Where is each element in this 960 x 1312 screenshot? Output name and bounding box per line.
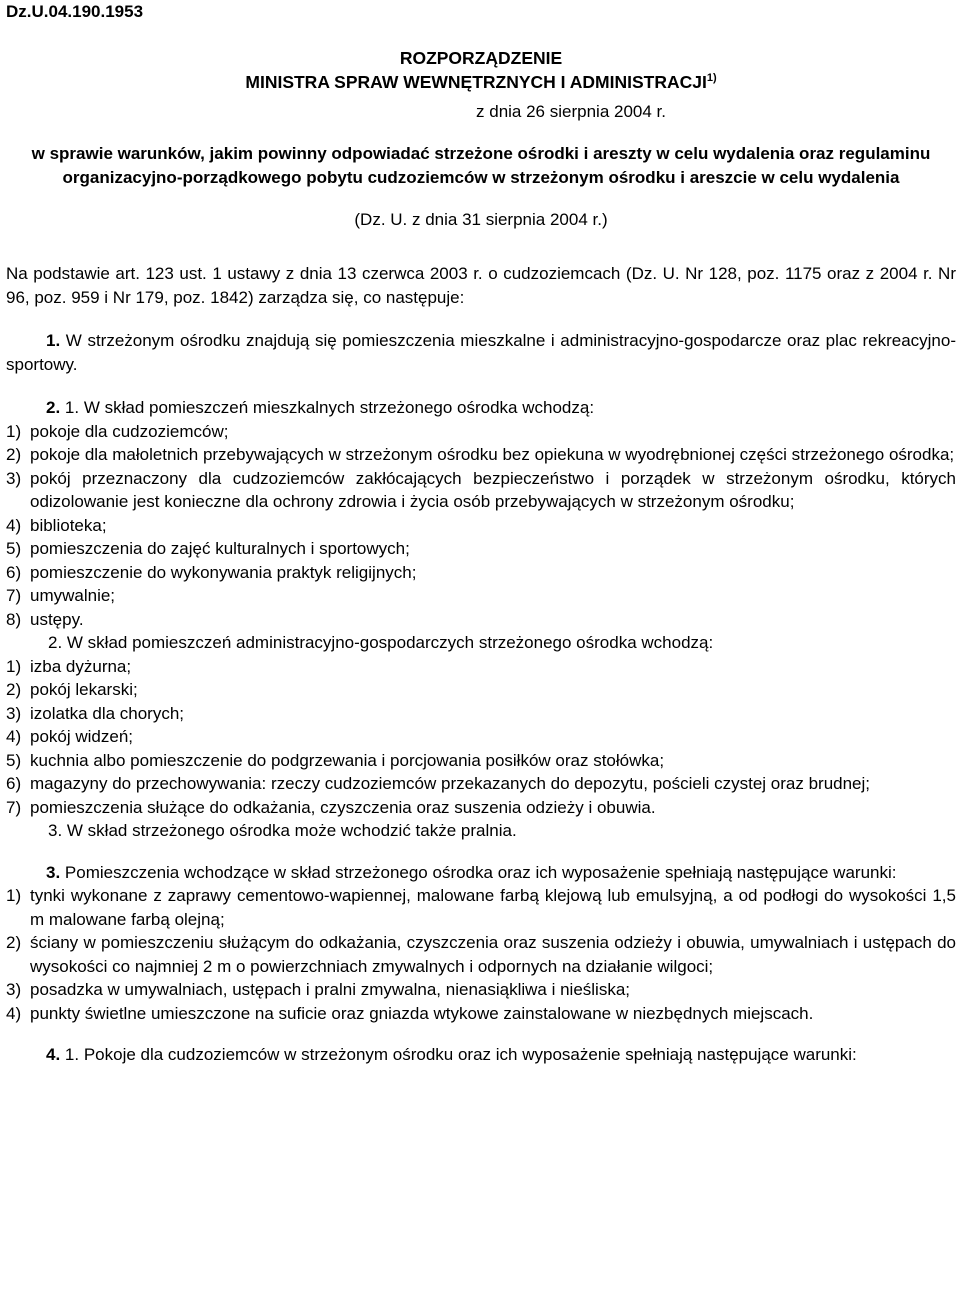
list-item: [6, 537, 956, 561]
list-item: [6, 884, 956, 931]
list-item: [6, 443, 956, 467]
section-3-text: Pomieszczenia wchodzące w skład strzeżonego ośrodka oraz ich wyposażenie spełniają następujące warunki:: [64, 862, 897, 882]
list-item-number: 4): [6, 1003, 22, 1023]
section-1-number-spacer: [6, 331, 46, 350]
list-item-number: 7): [6, 586, 22, 605]
list-item-text: pokój widzeń;: [30, 727, 134, 746]
section-2-number-spacer: [6, 398, 46, 417]
document-reference: Dz.U.04.190.1953: [6, 2, 144, 21]
list-item-text: ustępy.: [30, 609, 84, 629]
list-item-text: pomieszczenia służące do odkażania, czyszczenia oraz suszenia odzieży i obuwia.: [30, 797, 656, 817]
section-3-number-spacer: [6, 863, 46, 882]
list-item: [6, 608, 956, 632]
list-item-number: 3): [6, 468, 22, 488]
list-item: [6, 420, 956, 444]
section-2-paragraph-1-head: [6, 396, 956, 420]
list-item-number: 4): [6, 727, 22, 746]
section-2-p1-list: [6, 420, 956, 632]
list-item: [6, 702, 956, 726]
document-page: [6, 0, 956, 1067]
section-2-p1-head: 1. W skład pomieszczeń mieszkalnych strzeżonego ośrodka wchodzą:: [64, 398, 595, 417]
section-2-p3: 3. W skład strzeżonego ośrodka może wchodzić także pralnia.: [48, 821, 517, 840]
section-2-number: 2.: [46, 398, 61, 417]
section-1-number: 1.: [46, 331, 61, 350]
section-1: [6, 329, 956, 376]
list-item-text: kuchnia albo pomieszczenie do podgrzewania i porcjowania posiłków oraz stołówka;: [30, 750, 665, 770]
list-item-text: pokój przeznaczony dla cudzoziemców zakłócających bezpieczeństwo i porządek w strzeżonym ośrodku, których odizolowanie jest konieczne dla ochrony zdrowia i życia osób przebywających w strzeżonym ośrodku;: [30, 468, 956, 511]
section-3-list: [6, 884, 956, 1025]
list-item: [6, 467, 956, 514]
list-item-number: 7): [6, 797, 22, 817]
list-item-text: ściany w pomieszczeniu służącym do odkażania, czyszczenia oraz suszenia odzieży i obuwia, umywalniach i ustępach do wysokości co najmniej 2 m o powierzchniach zmywalnych i odpornych na działanie wilgoci;: [30, 933, 956, 976]
list-item-number: 1): [6, 886, 22, 905]
list-item-text: izba dyżurna;: [30, 656, 132, 676]
list-item-number: 6): [6, 774, 22, 793]
section-2-p2-list: [6, 655, 956, 820]
document-date: z dnia 26 sierpnia 2004 r.: [476, 102, 666, 121]
list-item: [6, 561, 956, 585]
list-item: [6, 678, 956, 702]
list-item-number: 1): [6, 656, 22, 676]
list-item-number: 5): [6, 539, 22, 558]
document-subject: w sprawie warunków, jakim powinny odpowiadać strzeżone ośrodki i areszty w celu wydalenia oraz regulaminu organizacyjno-porządkowego pobytu cudzoziemców w strzeżonym ośrodku i areszcie w celu wydalenia: [31, 144, 931, 187]
section-4-number-spacer: [6, 1045, 46, 1064]
list-item-number: 8): [6, 609, 22, 629]
document-type-heading: [6, 46, 956, 70]
footnote-mark: 1): [706, 72, 717, 85]
list-item: [6, 655, 956, 679]
list-item: [6, 796, 956, 820]
section-2-p2-head: 2. W skład pomieszczeń administracyjno-gospodarczych strzeżonego ośrodka wchodzą:: [48, 633, 714, 652]
section-3-number: 3.: [46, 862, 61, 882]
list-item-text: pokój lekarski;: [30, 680, 138, 699]
intro-paragraph: Na podstawie art. 123 ust. 1 ustawy z dnia 13 czerwca 2003 r. o cudzoziemcach (Dz. U. Nr 128, poz. 1175 oraz z 2004 r. Nr 96, poz. 959 i Nr 179, poz. 1842) zarządza się, co następuje:: [6, 264, 956, 307]
list-item-text: izolatka dla chorych;: [30, 703, 185, 723]
publication-info: (Dz. U. z dnia 31 sierpnia 2004 r.): [354, 210, 608, 229]
list-item: [6, 584, 956, 608]
list-item-text: pokoje dla cudzoziemców;: [30, 421, 229, 441]
list-item-text: punkty świetlne umieszczone na suficie oraz gniazda wtykowe zainstalowane w niezbędnych miejscach.: [30, 1003, 814, 1023]
spacer: [6, 843, 956, 861]
list-item-number: 3): [6, 980, 22, 999]
list-item-text: pomieszczenia do zajęć kulturalnych i sportowych;: [30, 539, 410, 558]
list-item-number: 1): [6, 421, 22, 441]
list-item-text: pomieszczenie do wykonywania praktyk religijnych;: [30, 562, 417, 582]
list-item-number: 2): [6, 933, 22, 952]
list-item-text: umywalnie;: [30, 586, 116, 605]
list-item-number: 4): [6, 515, 22, 535]
list-item-text: posadzka w umywalniach, ustępach i pralni zmywalna, nienasiąkliwa i nieśliska;: [30, 980, 631, 999]
section-4-number: 4.: [46, 1045, 61, 1064]
list-item: [6, 514, 956, 538]
list-item: [6, 978, 956, 1002]
list-item: [6, 1002, 956, 1026]
issuer-heading: [6, 70, 956, 94]
list-item-text: biblioteka;: [30, 515, 107, 535]
title-line-2: MINISTRA SPRAW WEWNĘTRZNYCH I ADMINISTRACJI: [245, 72, 707, 92]
section-4-text: 1. Pokoje dla cudzoziemców w strzeżonym ośrodku oraz ich wyposażenie spełniają następujące warunki:: [64, 1045, 857, 1064]
list-item: [6, 725, 956, 749]
list-item-number: 2): [6, 445, 22, 464]
list-item: [6, 772, 956, 796]
list-item-number: 2): [6, 680, 22, 699]
list-item-number: 5): [6, 750, 22, 770]
list-item: [6, 931, 956, 978]
list-item-text: magazyny do przechowywania: rzeczy cudzoziemców przekazanych do depozytu, pościeli czystej oraz brudnej;: [30, 774, 871, 793]
list-item-number: 6): [6, 562, 22, 582]
list-item: [6, 749, 956, 773]
list-item-number: 3): [6, 703, 22, 723]
section-4: [6, 1043, 956, 1067]
section-1-text: W strzeżonym ośrodku znajdują się pomieszczenia mieszkalne i administracyjno-gospodarcze oraz plac rekreacyjno-sportowy.: [6, 331, 956, 374]
section-3: [6, 861, 956, 885]
list-item-text: pokoje dla małoletnich przebywających w strzeżonym ośrodku bez opiekuna w wyodrębnionej części strzeżonego ośrodka;: [30, 445, 955, 464]
list-item-text: tynki wykonane z zaprawy cementowo-wapiennej, malowane farbą klejową lub emulsyjną, a od podłogi do wysokości 1,5 m malowane farbą olejną;: [30, 886, 956, 929]
title-line-1: ROZPORZĄDZENIE: [399, 48, 563, 68]
spacer: [6, 1025, 956, 1043]
